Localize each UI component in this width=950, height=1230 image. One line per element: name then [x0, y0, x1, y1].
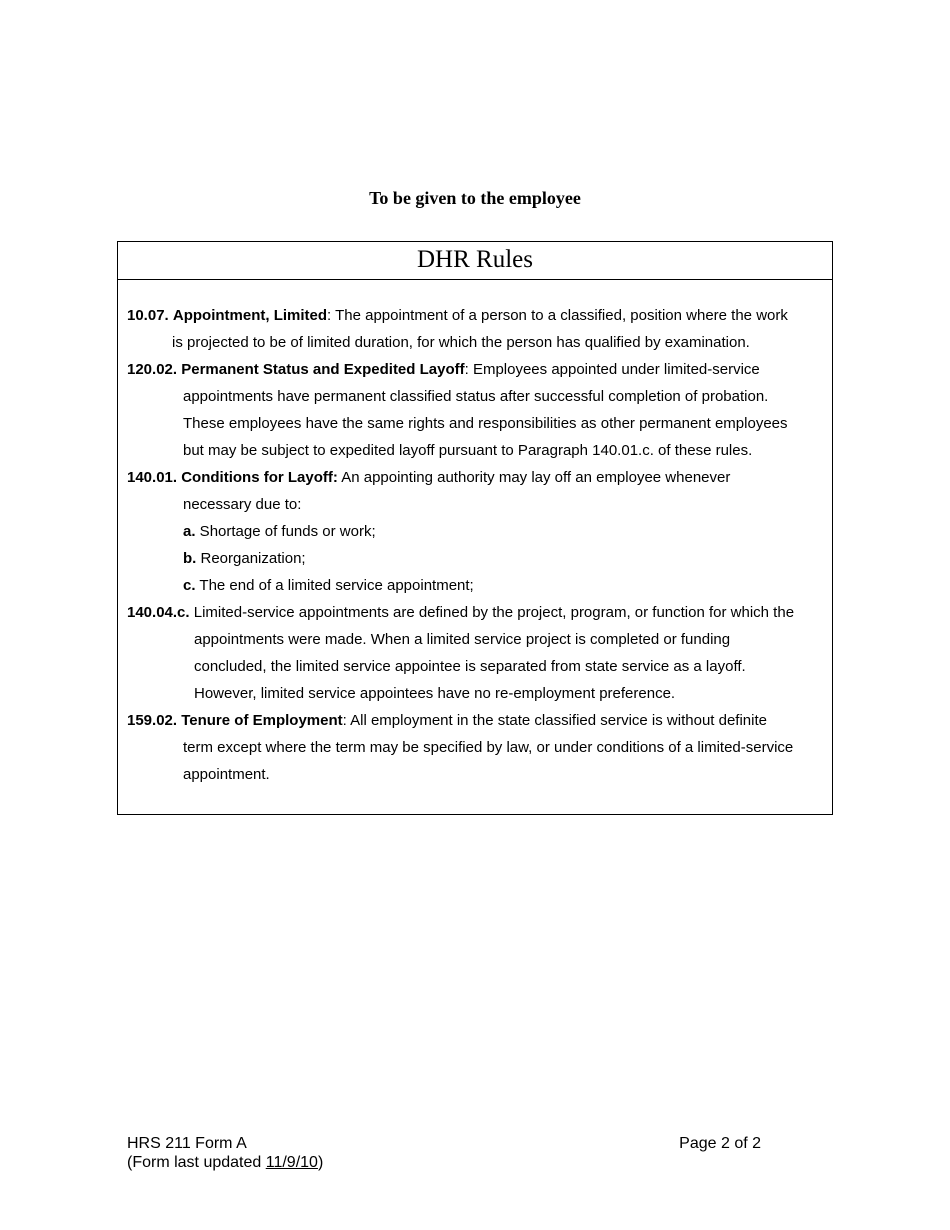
rule-159-02-line-1 [127, 707, 767, 734]
rule-159-02-line-2: term except where the term may be specified by law, or under conditions of a limited-service [183, 739, 794, 756]
rule-10-07-line-2: is projected to be of limited duration, for which the person has qualified by examination. [172, 334, 750, 351]
footer-row-1 [127, 1134, 767, 1153]
rule-heading: Conditions for Layoff: [181, 469, 338, 486]
rules-box-title: DHR Rules [118, 242, 832, 280]
rule-120-02-line-2: appointments have permanent classified status after successful completion of probation. [183, 388, 769, 405]
rule-heading: Tenure of Employment [181, 712, 343, 729]
rule-text: : Employees appointed under limited-service [464, 361, 760, 378]
rule-120-02-line-4: but may be subject to expedited layoff pursuant to Paragraph 140.01.c. of these rules. [183, 442, 753, 459]
rule-number: 140.01. [127, 469, 178, 486]
rule-number: 140.04.c. [127, 604, 190, 621]
footer-row-2 [127, 1153, 767, 1172]
rule-140-01-line-1 [127, 464, 730, 491]
form-id: HRS 211 Form A [127, 1135, 247, 1152]
page-number: Page 2 of 2 [679, 1135, 761, 1152]
rule-text: : All employment in the state classified service is without definite [342, 712, 767, 729]
form-updated-date: 11/9/10 [265, 1154, 318, 1171]
rule-140-01-item-b [183, 545, 306, 572]
rule-159-02-line-3: appointment. [183, 766, 270, 783]
rule-140-04-c-line-1 [127, 599, 794, 626]
item-letter: a. [183, 523, 196, 540]
rule-text: Limited-service appointments are defined by the project, program, or function for which the [189, 604, 795, 621]
rule-heading: Appointment, Limited [172, 307, 328, 324]
rule-140-01-line-2: necessary due to: [183, 496, 302, 513]
item-letter: b. [183, 550, 197, 567]
form-updated-suffix: ) [317, 1154, 324, 1171]
rule-heading: Permanent Status and Expedited Layoff [181, 361, 465, 378]
form-updated-prefix: (Form last updated [127, 1154, 266, 1171]
rule-number: 120.02. [127, 361, 178, 378]
rule-text: An appointing authority may lay off an employee whenever [337, 469, 731, 486]
rule-140-04-c-line-2: appointments were made. When a limited service project is completed or funding [194, 631, 731, 648]
item-text: Reorganization; [196, 550, 306, 567]
rule-140-01-item-a [183, 518, 376, 545]
dhr-rules-box [117, 241, 833, 815]
rule-10-07-line-1 [127, 302, 788, 329]
rule-140-01-item-c [183, 572, 474, 599]
item-letter: c. [183, 577, 196, 594]
rule-120-02-line-3: These employees have the same rights and responsibilities as other permanent employees [183, 415, 788, 432]
rule-120-02-line-1 [127, 356, 760, 383]
item-text: The end of a limited service appointment; [195, 577, 474, 594]
notice-heading: To be given to the employee [369, 188, 581, 208]
rule-number: 10.07. [127, 307, 169, 324]
page-footer [127, 1134, 767, 1172]
rule-number: 159.02. [127, 712, 178, 729]
rule-140-04-c-line-4: However, limited service appointees have no re-employment preference. [194, 685, 676, 702]
rule-text: : The appointment of a person to a classified, position where the work [327, 307, 788, 324]
rule-140-04-c-line-3: concluded, the limited service appointee is separated from state service as a layoff. [194, 658, 746, 675]
item-text: Shortage of funds or work; [195, 523, 376, 540]
